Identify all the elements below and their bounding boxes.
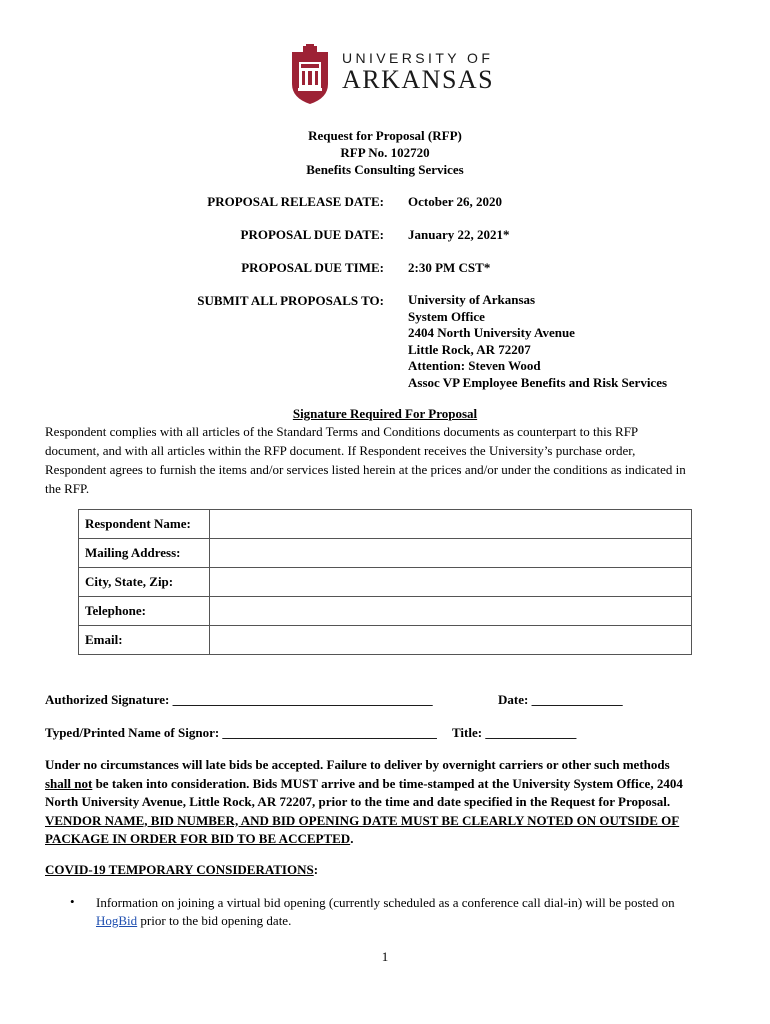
city-state-zip-field[interactable]	[210, 568, 692, 597]
release-date-value: October 26, 2020	[408, 194, 502, 209]
university-logo	[290, 44, 495, 106]
page-number: 1	[381, 949, 389, 964]
telephone-field[interactable]	[210, 597, 692, 626]
table-row	[79, 568, 692, 597]
address-line: Attention: Steven Wood	[408, 358, 541, 373]
covid-heading	[45, 862, 318, 878]
notice-text: be taken into consideration. Bids MUST arrive and be time-stamped at the University System Office, 2404	[92, 775, 683, 791]
covid-bullet-item	[96, 894, 736, 930]
notice-line: Under no circumstances will late bids be accepted. Failure to deliver by overnight carriers or other such methods	[45, 757, 670, 772]
signature-section-title: Signature Required For Proposal	[292, 406, 478, 421]
respondent-name-field[interactable]	[210, 510, 692, 539]
paragraph-line: Respondent complies with all articles of the Standard Terms and Conditions documents as counterpart to this RFP	[45, 424, 639, 439]
rfp-number: RFP No. 102720	[340, 145, 430, 160]
logo-line-arkansas: ARKANSAS	[342, 65, 495, 94]
paragraph-line: document, and with all articles within the RFP document. If Respondent receives the University’s purchase order,	[45, 443, 636, 458]
submit-label: SUBMIT ALL PROPOSALS TO:	[197, 293, 384, 308]
bullet-line: Information on joining a virtual bid opening (currently scheduled as a conference call dial-in) will be posted on	[96, 895, 675, 910]
address-line: 2404 North University Avenue	[408, 325, 575, 340]
mailing-address-field[interactable]	[210, 539, 692, 568]
date-line[interactable]: Date: ______________	[498, 692, 623, 707]
signature-paragraph	[45, 422, 735, 498]
address-line: Assoc VP Employee Benefits and Risk Services	[408, 374, 668, 390]
telephone-label: Telephone:	[79, 597, 210, 626]
notice-line: North University Avenue, Little Rock, AR 72207, prior to the time and date specified in the Request for Proposal.	[45, 794, 671, 809]
paragraph-line: the RFP.	[45, 481, 90, 496]
due-time-value: 2:30 PM CST*	[408, 260, 491, 275]
title-line[interactable]: Title: ______________	[452, 725, 577, 740]
email-field[interactable]	[210, 626, 692, 655]
due-date-value: January 22, 2021*	[408, 227, 510, 242]
covid-heading-text: COVID-19 TEMPORARY CONSIDERATIONS	[45, 862, 314, 877]
bullet-line	[96, 912, 736, 930]
logo-line-university: UNIVERSITY OF	[342, 50, 494, 66]
authorized-signature-line[interactable]: Authorized Signature: ________________________________________	[45, 692, 433, 707]
notice-line	[45, 775, 735, 794]
covid-heading-colon: :	[313, 862, 319, 877]
release-date-label: PROPOSAL RELEASE DATE:	[207, 194, 384, 209]
respondent-info-table	[78, 509, 692, 655]
address-line: Little Rock, AR 72207	[408, 341, 531, 357]
mailing-address-label: Mailing Address:	[79, 539, 210, 568]
table-row	[79, 539, 692, 568]
notice-line	[45, 830, 735, 849]
rfp-title: Request for Proposal (RFP)	[308, 128, 462, 143]
address-line: System Office	[408, 308, 485, 324]
due-date-label: PROPOSAL DUE DATE:	[240, 227, 384, 242]
old-main-seal-icon	[290, 44, 330, 106]
rfp-subject: Benefits Consulting Services	[306, 162, 464, 177]
notice-emphasis: shall not	[45, 775, 93, 791]
due-time-label: PROPOSAL DUE TIME:	[241, 260, 384, 275]
notice-text: .	[350, 831, 354, 846]
notice-emphasis: PACKAGE IN ORDER FOR BID TO BE ACCEPTED	[45, 831, 351, 846]
paragraph-line: Respondent agrees to furnish the items and/or services listed herein at the prices and/or under the conditions as indicated in	[45, 462, 686, 477]
notice-line: VENDOR NAME, BID NUMBER, AND BID OPENING DATE MUST BE CLEARLY NOTED ON OUTSIDE OF	[45, 812, 680, 828]
typed-name-line[interactable]: Typed/Printed Name of Signor: _________________________________	[45, 725, 437, 740]
city-state-zip-label: City, State, Zip:	[79, 568, 210, 597]
table-row	[79, 626, 692, 655]
hogbid-link[interactable]: HogBid	[96, 913, 138, 928]
table-row	[79, 510, 692, 539]
respondent-name-label: Respondent Name:	[79, 510, 210, 539]
table-row	[79, 597, 692, 626]
address-line: University of Arkansas	[408, 292, 536, 307]
bullet-text: prior to the bid opening date.	[137, 913, 292, 928]
submit-address	[408, 292, 667, 391]
email-label: Email:	[79, 626, 210, 655]
late-bid-notice	[45, 756, 735, 849]
logo-wordmark	[342, 50, 494, 94]
bullet-icon: •	[70, 894, 75, 909]
